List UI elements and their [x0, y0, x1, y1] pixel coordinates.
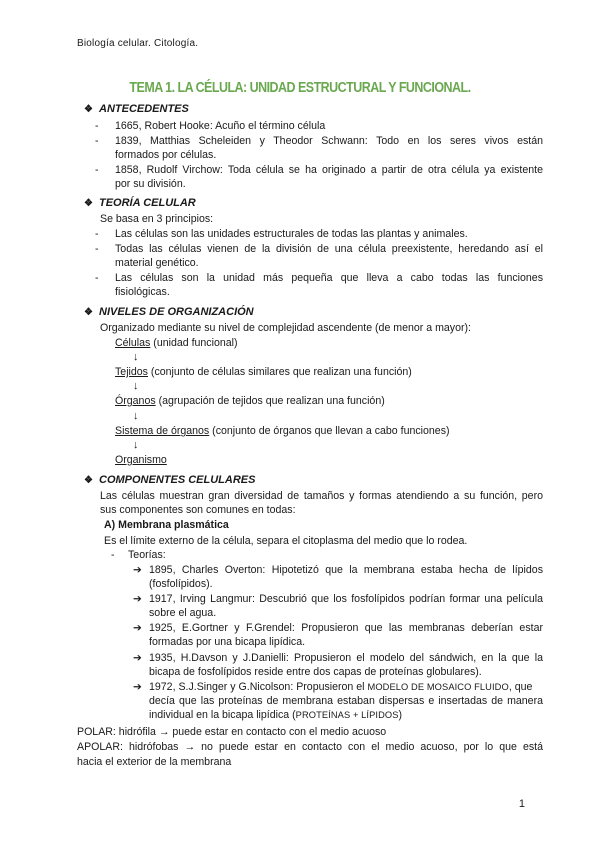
- level-term: Organismo: [115, 454, 167, 466]
- section-intro-cont: sus componentes son comunes en todas:: [100, 504, 296, 516]
- definition-text: Es el límite externo de la célula, separa el citoplasma del medio que lo rodea.: [104, 535, 468, 547]
- section-intro: Las células muestran gran diversidad de tamaños y formas atendiendo a su función, pero: [100, 490, 543, 502]
- theory-text: ): [398, 709, 403, 721]
- theory-text: , que: [508, 681, 533, 693]
- list-item: 1858, Rudolf Virchow: Toda célula se ha originado a partir de otra célula ya existente: [115, 164, 543, 176]
- page-title: TEMA 1. LA CÉLULA: UNIDAD ESTRUCTURAL Y FUNCIONAL.: [129, 80, 471, 96]
- theory-item-cont: decía que las proteínas de membrana estaban dispersas e insertadas de manera: [149, 695, 543, 707]
- theory-text: individual en la bicapa lipídica (: [149, 709, 296, 721]
- theory-item: [149, 681, 532, 693]
- theory-item-cont: formadas por una bicapa lipídica.: [149, 636, 306, 648]
- apolar-note: APOLAR: hidrófobas → no puede estar en contacto con el medio acuoso, por lo que está: [77, 741, 543, 753]
- section-heading: NIVELES DE ORGANIZACIÓN: [99, 306, 254, 318]
- page-header: Biología celular. Citología.: [77, 38, 199, 49]
- arrow-right-icon: ➔: [133, 622, 142, 634]
- arrow-right-icon: ➔: [133, 593, 142, 605]
- theory-model-name: MODELO DE MOSAICO FLUIDO: [367, 682, 509, 692]
- dash-bullet-icon: -: [111, 549, 115, 561]
- arrow-right-icon: ➔: [133, 564, 142, 576]
- theory-emphasis: PROTEÍNAS + LÍPIDOS: [295, 710, 399, 720]
- dash-bullet-icon: -: [95, 164, 99, 176]
- level-desc: (agrupación de tejidos que realizan una función): [155, 395, 385, 407]
- dash-bullet-icon: -: [95, 135, 99, 147]
- list-item: 1839, Matthias Scheleiden y Theodor Schwann: Todo en los seres vivos están: [115, 135, 543, 147]
- theory-item: 1917, Irving Langmur: Descubrió que los fosfolípidos podrían formar una película: [149, 593, 543, 605]
- level-item: [115, 337, 238, 349]
- theory-item-cont: bicapa de fosfolípidos reside entre dos capas de proteínas globulares).: [149, 666, 482, 678]
- level-term: Órganos: [115, 395, 156, 407]
- diamond-bullet-icon: ❖: [84, 307, 93, 318]
- list-item-cont: material genético.: [115, 257, 199, 269]
- dash-bullet-icon: -: [95, 243, 99, 255]
- list-item: 1665, Robert Hooke: Acuño el término célula: [115, 120, 326, 132]
- arrow-down-icon: ↓: [133, 380, 139, 392]
- section-heading: ANTECEDENTES: [99, 103, 189, 115]
- theory-item-cont: [149, 709, 402, 721]
- level-item: [115, 395, 385, 407]
- level-item: [115, 366, 412, 378]
- subsection-heading: A) Membrana plasmática: [104, 519, 229, 531]
- list-item-cont: por su división.: [115, 178, 186, 190]
- list-item-cont: formados por células.: [115, 149, 217, 161]
- diamond-bullet-icon: ❖: [84, 475, 93, 486]
- list-item: Las células son las unidades estructurales de todas las plantas y animales.: [115, 228, 468, 240]
- section-teoria-celular: [84, 197, 196, 209]
- dash-bullet-icon: -: [95, 228, 99, 240]
- section-heading: COMPONENTES CELULARES: [99, 474, 256, 486]
- list-item: Todas las células vienen de la división de una célula preexistente, heredando así el: [115, 243, 543, 255]
- theory-text: 1972, S.J.Singer y G.Nicolson: Propusieron el: [149, 681, 368, 693]
- level-term: Sistema de órganos: [115, 425, 210, 437]
- theory-item: 1935, H.Davson y J.Danielli: Propusieron el modelo del sándwich, en la que la: [149, 652, 543, 664]
- list-item: Las células son la unidad más pequeña que lleva a cabo todas las funciones: [115, 272, 543, 284]
- theory-item: 1895, Charles Overton: Hipotetizó que la membrana estaba hecha de lípidos: [149, 564, 543, 576]
- apolar-note-cont: hacia el exterior de la membrana: [77, 756, 232, 768]
- theory-item-cont: sobre el agua.: [149, 607, 217, 619]
- level-term: Tejidos: [115, 366, 148, 378]
- section-intro: Organizado mediante su nivel de complejidad ascendente (de menor a mayor):: [100, 322, 471, 334]
- dash-bullet-icon: -: [95, 272, 99, 284]
- theory-item: 1925, E.Gortner y F.Grendel: Propusieron que las membranas deberían estar: [149, 622, 543, 634]
- arrow-right-icon: ➔: [133, 681, 142, 693]
- polar-note: POLAR: hidrófila → puede estar en contacto con el medio acuoso: [77, 726, 387, 738]
- arrow-down-icon: ↓: [133, 410, 139, 422]
- section-componentes: [84, 474, 255, 486]
- arrow-down-icon: ↓: [133, 351, 139, 363]
- diamond-bullet-icon: ❖: [84, 104, 93, 115]
- level-item: [115, 425, 450, 437]
- level-item: [115, 454, 167, 466]
- arrow-down-icon: ↓: [133, 439, 139, 451]
- section-heading: TEORÍA CELULAR: [99, 197, 196, 209]
- list-item-cont: fisiológicas.: [115, 286, 170, 298]
- arrow-right-icon: ➔: [133, 652, 142, 664]
- level-term: Células: [115, 337, 151, 349]
- level-desc: (conjunto de células similares que realizan una función): [147, 366, 412, 378]
- section-intro: Se basa en 3 principios:: [100, 213, 214, 225]
- section-niveles: [84, 306, 254, 318]
- section-antecedentes: [84, 103, 189, 115]
- page-number: 1: [518, 798, 525, 810]
- teorias-label: Teorías:: [128, 549, 166, 561]
- level-desc: (unidad funcional): [150, 337, 238, 349]
- theory-item-cont: (fosfolípidos).: [149, 578, 213, 590]
- level-desc: (conjunto de órganos que llevan a cabo funciones): [209, 425, 450, 437]
- diamond-bullet-icon: ❖: [84, 198, 93, 209]
- dash-bullet-icon: -: [95, 120, 99, 132]
